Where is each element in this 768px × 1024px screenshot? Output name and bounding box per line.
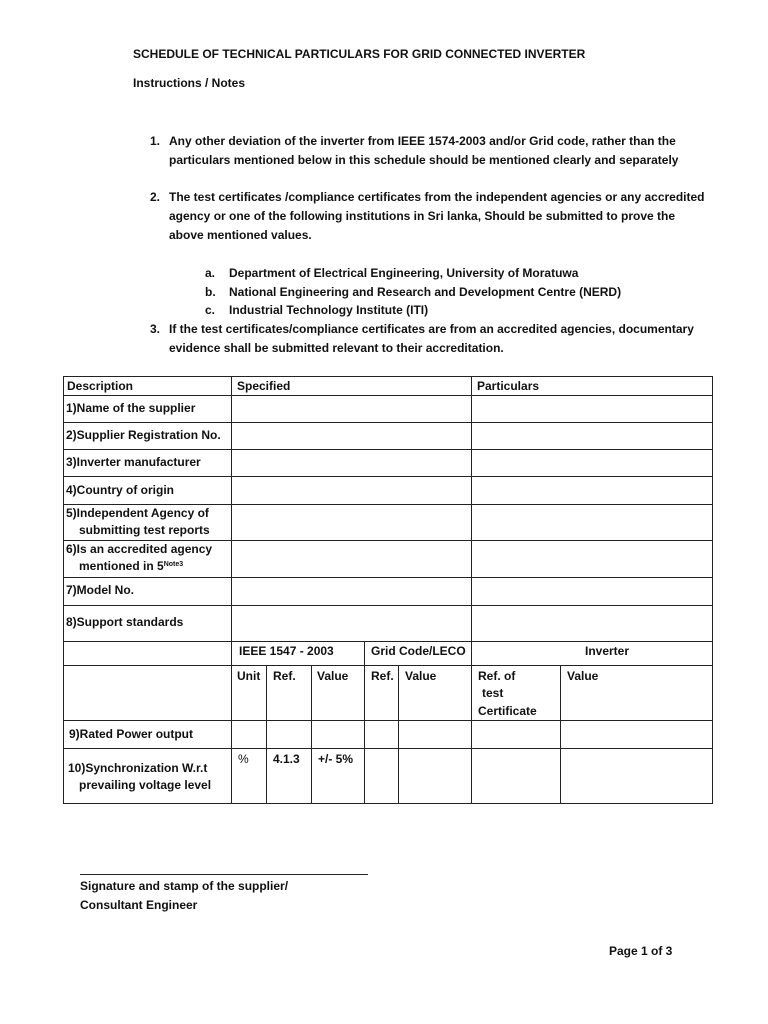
row-6-number: 6) xyxy=(66,542,77,556)
table-border-bottom xyxy=(63,803,713,804)
row-2-text: Supplier Registration No. xyxy=(76,428,221,442)
table-rule xyxy=(63,641,713,642)
table-rule xyxy=(63,422,713,423)
table-column-rule xyxy=(471,376,472,641)
table-rule xyxy=(63,395,713,396)
institution-b-letter: b. xyxy=(205,285,216,299)
row-1-text: Name of the supplier xyxy=(76,401,196,415)
subheader-ref-of-test-line1: Ref. of xyxy=(478,669,516,683)
row-1-label xyxy=(66,400,195,417)
note-3 xyxy=(150,320,710,358)
institution-c xyxy=(205,301,428,319)
table-rule xyxy=(63,720,713,721)
institution-c-text: Industrial Technology Institute (ITI) xyxy=(229,303,429,317)
note-3-number: 3. xyxy=(150,322,161,336)
subheader-value: Value xyxy=(317,669,349,683)
institution-a-letter: a. xyxy=(205,266,216,280)
header-grid-code: Grid Code/LECO xyxy=(371,644,466,658)
table-rule xyxy=(63,577,713,578)
subheader-unit: Unit xyxy=(237,669,261,683)
row-6-text: Is an accredited agency xyxy=(76,542,213,556)
row-2-label xyxy=(66,427,221,444)
institution-c-letter: c. xyxy=(205,303,216,317)
row-3-text: Inverter manufacturer xyxy=(76,455,201,469)
header-description: Description xyxy=(67,379,134,393)
table-column-rule xyxy=(266,665,267,803)
row-1-number: 1) xyxy=(66,401,77,415)
note-3-text: If the test certificates/compliance certificates are from an accredited agencies, documentary evidence shall be submitted relevant to their accreditation. xyxy=(169,322,694,355)
document-title: SCHEDULE OF TECHNICAL PARTICULARS FOR GRID CONNECTED INVERTER xyxy=(133,47,586,61)
note-2 xyxy=(150,188,710,245)
table-border-right xyxy=(712,376,713,803)
row-5-label-line2: submitting test reports xyxy=(79,523,210,537)
row-4-label xyxy=(66,482,174,499)
row-4-number: 4) xyxy=(66,483,77,497)
subheader-inverter-value: Value xyxy=(567,669,599,683)
header-inverter: Inverter xyxy=(585,644,630,658)
row-10-unit: % xyxy=(238,752,249,766)
row-7-label xyxy=(66,582,134,599)
note-1-number: 1. xyxy=(150,134,161,148)
table-rule xyxy=(63,449,713,450)
institution-a-text: Department of Electrical Engineering, University of Moratuwa xyxy=(229,266,579,280)
subheader-grid-value: Value xyxy=(405,669,437,683)
page-number: Page 1 of 3 xyxy=(609,944,673,958)
row-10-label: 10)Synchronization W.r.t xyxy=(68,761,208,775)
row-10-value: +/- 5% xyxy=(318,752,354,766)
row-6-text-line2: mentioned in 5 xyxy=(79,559,164,573)
row-6-label-line2 xyxy=(79,558,183,575)
table-column-rule xyxy=(231,376,232,803)
row-3-number: 3) xyxy=(66,455,77,469)
table-column-rule xyxy=(311,665,312,803)
row-5-number: 5) xyxy=(66,506,77,520)
table-rule xyxy=(63,748,713,749)
instructions-heading: Instructions / Notes xyxy=(133,76,246,90)
subheader-ref-of-test-line3: Certificate xyxy=(478,704,537,718)
table-rule xyxy=(63,605,713,606)
row-10-label-line2: prevailing voltage level xyxy=(79,778,212,792)
row-7-number: 7) xyxy=(66,583,77,597)
header-particulars: Particulars xyxy=(477,379,540,393)
row-9-label: 9)Rated Power output xyxy=(69,727,194,741)
table-column-rule xyxy=(364,641,365,803)
note-1 xyxy=(150,132,710,170)
row-2-number: 2) xyxy=(66,428,77,442)
institution-a xyxy=(205,264,578,282)
institution-b xyxy=(205,283,621,301)
table-border-top xyxy=(63,376,713,377)
row-5-text: Independent Agency of xyxy=(76,506,209,520)
row-4-text: Country of origin xyxy=(76,483,174,497)
signature-caption-line1: Signature and stamp of the supplier/ xyxy=(80,879,289,893)
subheader-ref-of-test-line2: test xyxy=(482,686,504,700)
row-5-label xyxy=(66,505,209,522)
institution-b-text: National Engineering and Research and Development Centre (NERD) xyxy=(229,285,622,299)
row-10-ref: 4.1.3 xyxy=(273,752,300,766)
table-border-left xyxy=(63,376,64,803)
table-column-rule xyxy=(398,665,399,803)
row-7-text: Model No. xyxy=(76,583,134,597)
table-rule xyxy=(63,665,713,666)
note-2-text: The test certificates /compliance certificates from the independent agencies or any accredited agency or one of the following institutions in Sri lanka, Should be submitted to prove the above mentioned values. xyxy=(169,190,705,242)
row-8-label xyxy=(66,614,183,631)
table-rule xyxy=(63,476,713,477)
table-column-rule xyxy=(471,641,472,803)
row-3-label xyxy=(66,454,201,471)
subheader-ref: Ref. xyxy=(273,669,296,683)
row-8-text: Support standards xyxy=(76,615,184,629)
signature-line xyxy=(80,874,368,875)
note-2-number: 2. xyxy=(150,190,161,204)
header-specified: Specified xyxy=(237,379,291,393)
note-1-text: Any other deviation of the inverter from IEEE 1574-2003 and/or Grid code, rather than the particulars mentioned below in this schedule should be mentioned clearly and separately xyxy=(169,134,679,167)
note3-superscript: Note3 xyxy=(163,561,184,568)
subheader-grid-ref: Ref. xyxy=(371,669,394,683)
row-8-number: 8) xyxy=(66,615,77,629)
row-6-label xyxy=(66,541,212,558)
signature-caption-line2: Consultant Engineer xyxy=(80,898,198,912)
header-ieee-1547: IEEE 1547 - 2003 xyxy=(239,644,334,658)
table-column-rule xyxy=(560,665,561,803)
